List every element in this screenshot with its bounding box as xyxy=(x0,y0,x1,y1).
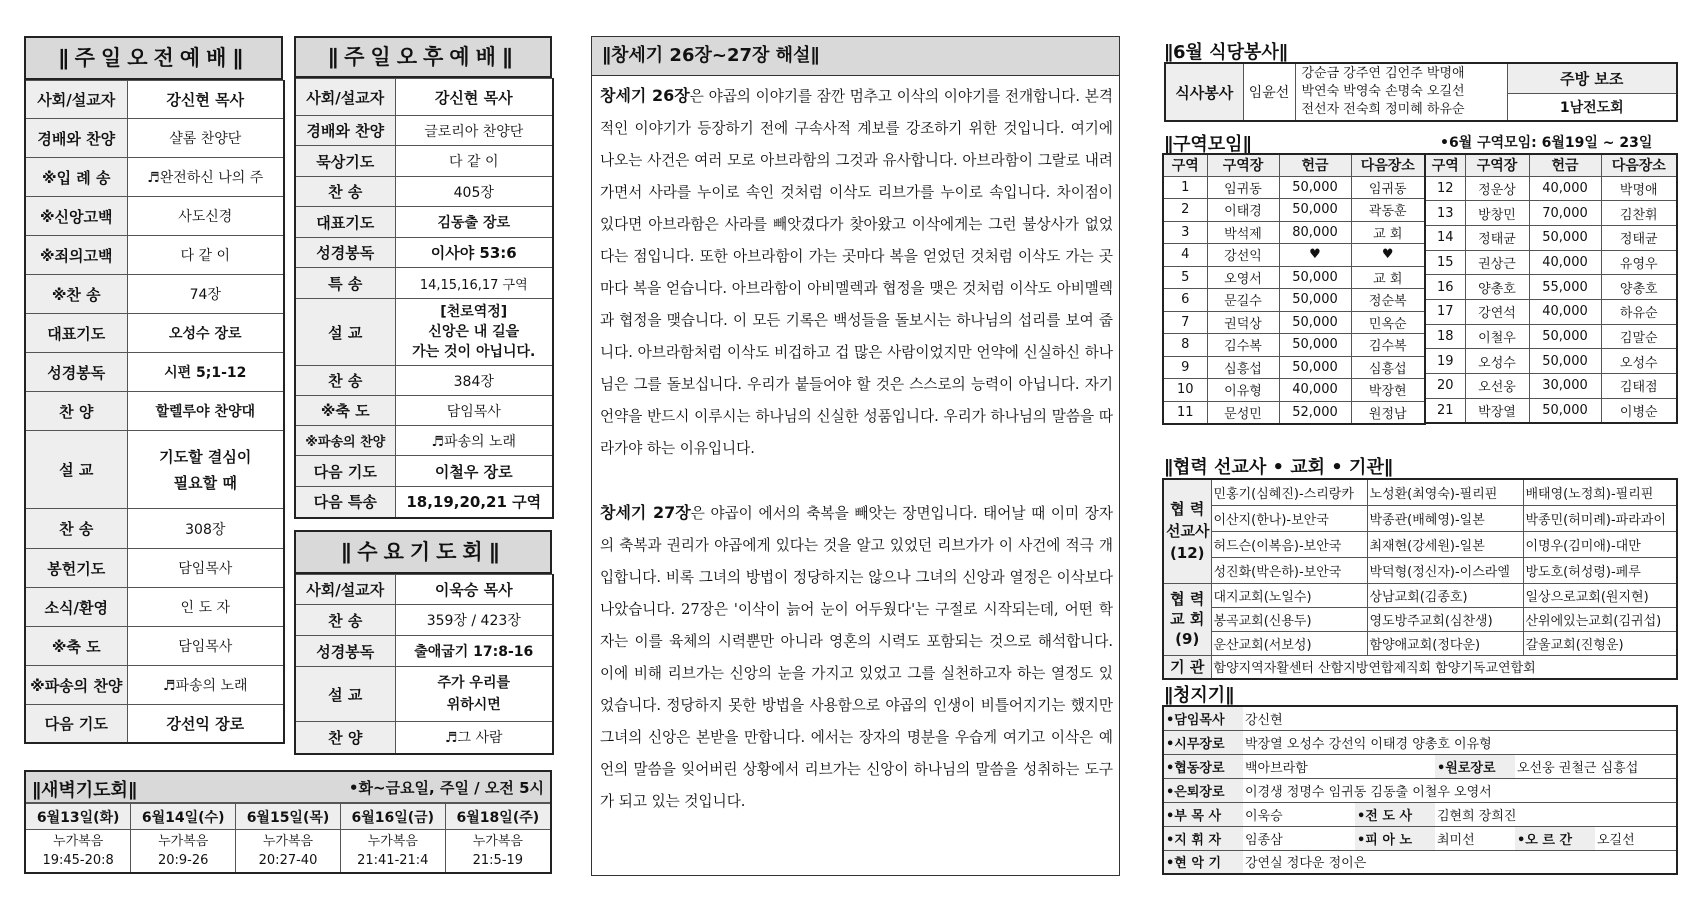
staff-label: •현 악 기 xyxy=(1163,850,1243,874)
row-label: ※파송의 찬양 xyxy=(25,666,127,705)
row-value: 405장 xyxy=(395,177,553,207)
row-label: 다음 특송 xyxy=(295,487,395,518)
missionary: 노성환(최영숙)-필리핀 xyxy=(1367,479,1523,505)
row-label: 찬 양 xyxy=(295,722,395,754)
district-table-left xyxy=(1162,153,1426,425)
dawn-verse: 20:9-26 xyxy=(157,852,209,868)
row-label: 다음 기도 xyxy=(25,705,127,743)
next-location: 심흥섭 xyxy=(1351,356,1425,379)
row-value: 담임목사 xyxy=(127,627,284,666)
sermon-title-line: 기도할 결심이 xyxy=(159,447,252,466)
district-row xyxy=(1163,311,1425,334)
dawn-book: 누가복음 xyxy=(262,833,314,849)
district-row xyxy=(1425,250,1677,275)
row-label: ※축 도 xyxy=(295,396,395,426)
sermon-title-line: 가는 것이 아닙니다. xyxy=(412,344,536,360)
row-value: 시편 5;1-12 xyxy=(127,353,284,392)
staff-label: •전 도 사 xyxy=(1355,802,1435,826)
row-label: 설 교 xyxy=(295,667,395,722)
row-label: 찬 양 xyxy=(25,392,127,431)
district-leader: 문길수 xyxy=(1207,289,1279,312)
row-value: 18,19,20,21 구역 xyxy=(395,487,553,518)
next-location: 민옥순 xyxy=(1351,311,1425,334)
partner-church: 운산교회(서보성) xyxy=(1211,631,1367,655)
afternoon-title: ∥주일오후예배∥ xyxy=(294,36,552,78)
row-value: 308장 xyxy=(127,509,284,549)
district-number: 16 xyxy=(1425,275,1465,300)
row-label: 봉헌기도 xyxy=(25,549,127,588)
row-label: 특 송 xyxy=(295,268,395,299)
district-number: 2 xyxy=(1163,199,1207,222)
district-offering: 50,000 xyxy=(1529,324,1601,349)
missionary: 박종관(배혜영)-일본 xyxy=(1367,505,1523,531)
next-location: 김태점 xyxy=(1601,374,1677,399)
staff-value: 이경생 정명수 임귀동 김동출 이철우 오영서 xyxy=(1243,778,1677,802)
paragraph-text: 은 야곱의 이야기를 잠깐 멈추고 이삭의 이야기를 전개합니다. 본격적인 이야기가 등장하기 전에 구속사적 계보를 강조하기 위한 것입니다. 여기에 나오는 사건은 여러 모로 아브라함의 그것과 유사합니다. 아브라함이 그랄로 내려가면서 사라를 누이로 속인 것처럼 이삭도 리브가를 누이로 속입니다. 차이점이 있다면 아브라함은 사라를 빼앗겼다가 찾아왔고 이삭에게는 그런 불상사가 없었다는 점입니다. 또한 아브라함이 가는 곳마다 복을 얻었던 것처럼 이삭도 가는 곳마다 복을 얻습니다. 아브라함이 아비멜렉과 협정을 맺은 것처럼 이삭도 아비멜렉과 협정을 맺습니다. 이 모든 기록은 백성들을 돌보시는 하나님의 섭리를 보여 줍니다. 아브라함처럼 이삭도 비겁하고 겁 많은 사람이었지만 언약에 신실하신 하나님은 그를 돌보십니다. 우리가 붙들어야 할 것은 스스로의 능력이 아닙니다. 자기 언약을 반드시 이루시는 하나님의 신실한 성품입니다. 우리가 하나님의 말씀을 따라가야 하는 이유입니다. xyxy=(600,88,1113,457)
district-row xyxy=(1425,275,1677,300)
district-number: 7 xyxy=(1163,311,1207,334)
district-offering: ♥ xyxy=(1279,244,1351,267)
missionary: 방도호(허성령)-페루 xyxy=(1523,557,1677,583)
district-offering: 50,000 xyxy=(1529,398,1601,423)
district-row xyxy=(1425,324,1677,349)
row-label: 성경봉독 xyxy=(295,636,395,667)
district-number: 1 xyxy=(1163,176,1207,199)
partner-church: 대지교회(노일수) xyxy=(1211,583,1367,607)
next-location: 박명애 xyxy=(1601,176,1677,201)
district-leader: 심흥섭 xyxy=(1207,356,1279,379)
district-number: 8 xyxy=(1163,334,1207,357)
missionary: 이명우(김미애)-대만 xyxy=(1523,531,1677,557)
row-label: ※죄의고백 xyxy=(25,236,127,275)
staff-value: 이욱승 xyxy=(1243,802,1355,826)
district-number: 14 xyxy=(1425,225,1465,250)
district-title: ∥구역모임∥ xyxy=(1164,134,1252,155)
meal-volunteers: 강순금 강주연 김언주 박명애 xyxy=(1301,66,1465,81)
district-row xyxy=(1425,374,1677,399)
staff-value: 박장열 오성수 강선익 이태경 양총호 이유형 xyxy=(1243,730,1677,754)
row-value: 할렐루야 찬양대 xyxy=(127,392,284,431)
next-location: 하유순 xyxy=(1601,299,1677,324)
staff-value: 백아브라함 xyxy=(1243,754,1435,778)
district-offering: 40,000 xyxy=(1529,299,1601,324)
district-number: 11 xyxy=(1163,401,1207,424)
church-label: 협 력 xyxy=(1170,590,1205,608)
partner-church: 함양애교회(정다운) xyxy=(1367,631,1523,655)
row-value: 담임목사 xyxy=(127,549,284,588)
row-label: 설 교 xyxy=(25,431,127,509)
row-label: ※축 도 xyxy=(25,627,127,666)
row-value: ♬완전하신 나의 주 xyxy=(127,158,284,197)
district-offering: 80,000 xyxy=(1279,221,1351,244)
missionary: 최재현(강세원)-일본 xyxy=(1367,531,1523,557)
partner-church: 상남교회(김종호) xyxy=(1367,583,1523,607)
district-leader: 박장열 xyxy=(1465,398,1529,423)
row-label: 다음 기도 xyxy=(295,456,395,487)
partner-church: 영도방주교회(심찬생) xyxy=(1367,607,1523,631)
row-label: ※찬 송 xyxy=(25,275,127,314)
district-row xyxy=(1425,299,1677,324)
row-label: 경배와 찬양 xyxy=(295,116,395,146)
district-row xyxy=(1163,401,1425,424)
staff-value: 임종삼 xyxy=(1243,826,1355,850)
dawn-verse: 21:41-21:4 xyxy=(357,852,429,868)
staff-value: 오선웅 권철근 심흥섭 xyxy=(1515,754,1677,778)
row-value: 인 도 자 xyxy=(127,588,284,627)
row-value: ♬그 사람 xyxy=(395,722,553,754)
district-leader: 강선익 xyxy=(1207,244,1279,267)
meal-table xyxy=(1164,62,1678,122)
district-date: •6월 구역모임: 6월19일 ~ 23일 xyxy=(1440,135,1653,151)
dawn-day: 6월18일(주) xyxy=(445,804,550,830)
next-location: 김말순 xyxy=(1601,324,1677,349)
dawn-verse: 19:45-20:8 xyxy=(42,852,114,868)
next-location: 유영우 xyxy=(1601,250,1677,275)
row-value: 다 같 이 xyxy=(395,146,553,177)
missionary-label: 협 력 xyxy=(1170,500,1205,519)
church-label: 교 회 xyxy=(1170,610,1205,628)
district-row xyxy=(1425,201,1677,226)
row-value: 14,15,16,17 구역 xyxy=(395,268,553,299)
district-row xyxy=(1163,379,1425,402)
meal-volunteers: 박연숙 박영숙 손명숙 오길선 xyxy=(1301,84,1465,99)
paragraph-text: 은 야곱이 에서의 축복을 빼앗는 장면입니다. 태어날 때 이미 장자의 축복과 권리가 야곱에게 있다는 것을 알고 있었던 리브가가 이 사건에 적극 개입합니다. 비록 그녀의 방법이 정당하지는 않으나 그녀의 신앙과 열정은 이삭보다 나았습니다. 27장은 '이삭이 늙어 눈이 어두웠다'는 구절로 시작되는데, 어떤 학자는 이를 육체의 시력뿐만 아니라 영혼의 시력도 포함되는 것으로 해석합니다. 이에 비해 리브가는 신앙의 눈을 가지고 있었고 그를 실천하고자 하는 열정도 있었습니다. 정당하지 못한 방법을 사용함으로 야곱의 인생이 비틀어지기는 했지만 그녀의 신앙은 본받을 만합니다. 에서는 장자의 명분을 우습게 여기고 이삭은 예언의 말씀을 잊어버린 상황에서 리브가는 신앙이 하나님의 말씀을 성취하는 도구가 되고 있는 것입니다. xyxy=(600,505,1113,810)
district-number: 20 xyxy=(1425,374,1465,399)
district-leader: 정태균 xyxy=(1465,225,1529,250)
district-number: 15 xyxy=(1425,250,1465,275)
row-value: 이철우 장로 xyxy=(395,456,553,487)
meal-volunteers: 전선자 전숙희 정미혜 하유순 xyxy=(1301,102,1465,117)
kitchen-label: 주방 보조 xyxy=(1507,63,1677,93)
district-leader: 임귀동 xyxy=(1207,176,1279,199)
commentary-paragraph-2 xyxy=(600,497,1113,818)
staff-label: •은퇴장로 xyxy=(1163,778,1243,802)
col-header: 구역 xyxy=(1425,154,1465,176)
staff-label: •협동장로 xyxy=(1163,754,1243,778)
district-row xyxy=(1163,289,1425,312)
district-offering: 40,000 xyxy=(1529,176,1601,201)
row-value: 글로리아 찬양단 xyxy=(395,116,553,146)
district-offering: 50,000 xyxy=(1529,349,1601,374)
row-label: 대표기도 xyxy=(295,207,395,238)
dawn-book: 누가복음 xyxy=(158,833,209,849)
next-location: 원정남 xyxy=(1351,401,1425,424)
district-number: 9 xyxy=(1163,356,1207,379)
missionary-label: 선교사 xyxy=(1166,522,1210,541)
dawn-book: 누가복음 xyxy=(472,833,523,849)
district-leader: 권덕상 xyxy=(1207,311,1279,334)
district-offering: 50,000 xyxy=(1279,311,1351,334)
dawn-book: 누가복음 xyxy=(53,833,104,849)
district-row xyxy=(1163,199,1425,222)
district-offering: 50,000 xyxy=(1279,334,1351,357)
district-number: 19 xyxy=(1425,349,1465,374)
col-header: 다음장소 xyxy=(1601,154,1677,176)
district-row xyxy=(1425,398,1677,423)
col-header: 구역 xyxy=(1163,154,1207,176)
missionary: 성진화(박은하)-보안국 xyxy=(1211,557,1367,583)
sermon-title-line: 위하시면 xyxy=(446,697,501,713)
partner-church: 봉곡교회(신용두) xyxy=(1211,607,1367,631)
staff-value: 최미선 xyxy=(1435,826,1515,850)
sermon-title-line: 주가 우리를 xyxy=(437,675,510,691)
row-value: 오성수 장로 xyxy=(127,314,284,353)
commentary-title: ∥창세기 26장~27장 해설∥ xyxy=(592,37,1119,76)
district-row xyxy=(1163,244,1425,267)
district-offering: 50,000 xyxy=(1279,199,1351,222)
district-number: 4 xyxy=(1163,244,1207,267)
col-header: 헌금 xyxy=(1529,154,1601,176)
district-leader: 방창민 xyxy=(1465,201,1529,226)
row-label: ※신앙고백 xyxy=(25,197,127,236)
afternoon-table xyxy=(294,78,554,519)
morning-service xyxy=(24,36,283,744)
district-leader: 강연석 xyxy=(1465,299,1529,324)
district-number: 13 xyxy=(1425,201,1465,226)
row-label: 찬 송 xyxy=(295,366,395,396)
district-offering: 50,000 xyxy=(1279,289,1351,312)
district-leader: 권상근 xyxy=(1465,250,1529,275)
staff-label: •원로장로 xyxy=(1435,754,1515,778)
dawn-day: 6월16일(금) xyxy=(340,804,445,830)
row-value: 이사야 53:6 xyxy=(395,238,553,268)
partner-orgs: 함양지역자활센터 산함지방연합제직회 함양기독교연합회 xyxy=(1211,655,1677,679)
staff-value: 강신현 xyxy=(1243,706,1677,730)
district-leader: 이유형 xyxy=(1207,379,1279,402)
sermon-title-line: 신앙은 내 길을 xyxy=(428,324,520,340)
dawn-day: 6월15일(목) xyxy=(236,804,341,830)
missionary: 민홍기(심혜진)-스리랑카 xyxy=(1211,479,1367,505)
wednesday-prayer xyxy=(294,530,552,755)
sermon-title-line: 필요할 때 xyxy=(173,473,237,492)
district-offering: 50,000 xyxy=(1529,225,1601,250)
next-location: 양총호 xyxy=(1601,275,1677,300)
district-leader: 오성수 xyxy=(1465,349,1529,374)
dawn-day: 6월13일(화) xyxy=(26,804,131,830)
row-value: 강신현 목사 xyxy=(395,79,553,116)
district-leader: 이태경 xyxy=(1207,199,1279,222)
meal-leader: 임윤선 xyxy=(1243,63,1295,121)
next-location: 교 회 xyxy=(1351,221,1425,244)
missionary-count: (12) xyxy=(1169,544,1205,563)
dawn-title: ∥새벽기도회∥ xyxy=(32,780,137,801)
dawn-table xyxy=(26,803,550,872)
district-number: 18 xyxy=(1425,324,1465,349)
row-label: 소식/환영 xyxy=(25,588,127,627)
dawn-verse: 21:5-19 xyxy=(472,852,524,868)
row-value: 강선익 장로 xyxy=(127,705,284,743)
district-row xyxy=(1425,176,1677,201)
district-leader: 김수복 xyxy=(1207,334,1279,357)
row-label: ※입 례 송 xyxy=(25,158,127,197)
row-value: ♬파송의 노래 xyxy=(395,426,553,456)
next-location: 임귀동 xyxy=(1351,176,1425,199)
row-label: 설 교 xyxy=(295,299,395,366)
partner-church: 산위에있는교회(김귀섭) xyxy=(1523,607,1677,631)
afternoon-service xyxy=(294,36,552,519)
next-location: 교 회 xyxy=(1351,266,1425,289)
row-label: 성경봉독 xyxy=(25,353,127,392)
district-offering: 50,000 xyxy=(1279,176,1351,199)
dawn-day: 6월14일(수) xyxy=(131,804,236,830)
district-number: 6 xyxy=(1163,289,1207,312)
district-offering: 70,000 xyxy=(1529,201,1601,226)
district-leader: 오영서 xyxy=(1207,266,1279,289)
row-label: 사회/설교자 xyxy=(295,79,395,116)
staff-label: •지 휘 자 xyxy=(1163,826,1243,850)
row-value: 샬롬 찬양단 xyxy=(127,119,284,158)
row-label: 묵상기도 xyxy=(295,146,395,177)
morning-title: ∥주일오전예배∥ xyxy=(24,36,283,80)
district-row xyxy=(1425,349,1677,374)
district-number: 17 xyxy=(1425,299,1465,324)
next-location: 정태균 xyxy=(1601,225,1677,250)
district-leader: 이철우 xyxy=(1465,324,1529,349)
staff-label: •오 르 간 xyxy=(1515,826,1595,850)
dawn-time: •화~금요일, 주일 / 오전 5시 xyxy=(348,779,544,797)
staff-table xyxy=(1162,705,1678,875)
staff-label: •담임목사 xyxy=(1163,706,1243,730)
staff-value: 김현희 장희진 xyxy=(1435,802,1677,826)
row-value: 김동출 장로 xyxy=(395,207,553,238)
genesis-commentary xyxy=(591,36,1120,876)
row-value: 74장 xyxy=(127,275,284,314)
sermon-series: [천로역정] xyxy=(440,304,508,320)
next-location: 정순복 xyxy=(1351,289,1425,312)
district-row xyxy=(1163,221,1425,244)
row-label: 찬 송 xyxy=(295,177,395,207)
dawn-verse: 20:27-40 xyxy=(258,852,318,868)
staff-title: ∥청지기∥ xyxy=(1164,685,1235,706)
morning-table xyxy=(24,80,285,744)
district-leader: 박석제 xyxy=(1207,221,1279,244)
district-leader: 양총호 xyxy=(1465,275,1529,300)
col-header: 다음장소 xyxy=(1351,154,1425,176)
mission-title: ∥협력 선교사 • 교회 • 기관∥ xyxy=(1164,457,1393,478)
district-row xyxy=(1163,334,1425,357)
meal-title: ∥6월 식당봉사∥ xyxy=(1164,42,1288,63)
staff-label: •피 아 노 xyxy=(1355,826,1435,850)
district-row xyxy=(1425,225,1677,250)
commentary-paragraph-1 xyxy=(600,80,1113,465)
row-value: 출애굽기 17:8-16 xyxy=(395,636,553,667)
col-header: 구역장 xyxy=(1207,154,1279,176)
district-number: 21 xyxy=(1425,398,1465,423)
district-offering: 40,000 xyxy=(1279,379,1351,402)
district-table-right xyxy=(1424,153,1678,424)
wednesday-table xyxy=(294,574,554,755)
row-label: 찬 송 xyxy=(25,509,127,549)
next-location: 김수복 xyxy=(1351,334,1425,357)
next-location: 박장현 xyxy=(1351,379,1425,402)
row-label: ※파송의 찬양 xyxy=(295,426,395,456)
partner-church: 일상으로교회(원지현) xyxy=(1523,583,1677,607)
mission-table xyxy=(1162,478,1678,680)
district-offering: 30,000 xyxy=(1529,374,1601,399)
row-value: 담임목사 xyxy=(395,396,553,426)
district-offering: 55,000 xyxy=(1529,275,1601,300)
row-value: 이욱승 목사 xyxy=(395,575,553,605)
church-count: (9) xyxy=(1175,630,1200,648)
row-value: 384장 xyxy=(395,366,553,396)
district-offering: 50,000 xyxy=(1279,266,1351,289)
partner-church: 갈울교회(진형운) xyxy=(1523,631,1677,655)
row-label: 경배와 찬양 xyxy=(25,119,127,158)
district-row xyxy=(1163,176,1425,199)
missionary: 박덕형(정신자)-이스라엘 xyxy=(1367,557,1523,583)
row-value: 강신현 목사 xyxy=(127,81,284,119)
row-label: 찬 송 xyxy=(295,605,395,636)
dawn-book: 누가복음 xyxy=(367,833,418,849)
missionary: 배태영(노정희)-필리핀 xyxy=(1523,479,1677,505)
row-label: 사회/설교자 xyxy=(295,575,395,605)
row-label: 성경봉독 xyxy=(295,238,395,268)
district-offering: 50,000 xyxy=(1279,356,1351,379)
row-value: 359장 / 423장 xyxy=(395,605,553,636)
next-location: ♥ xyxy=(1351,244,1425,267)
staff-value: 강연실 정다운 정이은 xyxy=(1243,850,1677,874)
district-leader: 오선웅 xyxy=(1465,374,1529,399)
col-header: 구역장 xyxy=(1465,154,1529,176)
org-label: 기 관 xyxy=(1163,655,1211,679)
wednesday-title: ∥수요기도회∥ xyxy=(294,530,552,574)
row-label: 대표기도 xyxy=(25,314,127,353)
district-row xyxy=(1163,266,1425,289)
next-location: 이병순 xyxy=(1601,398,1677,423)
chapter-heading: 창세기 27장 xyxy=(600,503,691,522)
missionary: 이산지(한나)-보안국 xyxy=(1211,505,1367,531)
meal-label: 식사봉사 xyxy=(1165,63,1243,121)
row-value: ♬파송의 노래 xyxy=(127,666,284,705)
staff-value: 오길선 xyxy=(1595,826,1677,850)
district-number: 3 xyxy=(1163,221,1207,244)
district-number: 10 xyxy=(1163,379,1207,402)
district-row xyxy=(1163,356,1425,379)
district-offering: 52,000 xyxy=(1279,401,1351,424)
missionary: 허드슨(이복음)-보안국 xyxy=(1211,531,1367,557)
dawn-prayer xyxy=(24,770,552,874)
col-header: 헌금 xyxy=(1279,154,1351,176)
staff-label: •시무장로 xyxy=(1163,730,1243,754)
district-number: 12 xyxy=(1425,176,1465,201)
next-location: 김찬휘 xyxy=(1601,201,1677,226)
row-value: 다 같 이 xyxy=(127,236,284,275)
missionary: 박종민(허미례)-파라과이 xyxy=(1523,505,1677,531)
staff-label: •부 목 사 xyxy=(1163,802,1243,826)
kitchen-value: 1남전도회 xyxy=(1507,93,1677,121)
row-label: 사회/설교자 xyxy=(25,81,127,119)
district-number: 5 xyxy=(1163,266,1207,289)
next-location: 오성수 xyxy=(1601,349,1677,374)
district-leader: 문성민 xyxy=(1207,401,1279,424)
district-offering: 40,000 xyxy=(1529,250,1601,275)
next-location: 곽동훈 xyxy=(1351,199,1425,222)
row-value: 사도신경 xyxy=(127,197,284,236)
district-leader: 정운상 xyxy=(1465,176,1529,201)
chapter-heading: 창세기 26장 xyxy=(600,86,690,105)
